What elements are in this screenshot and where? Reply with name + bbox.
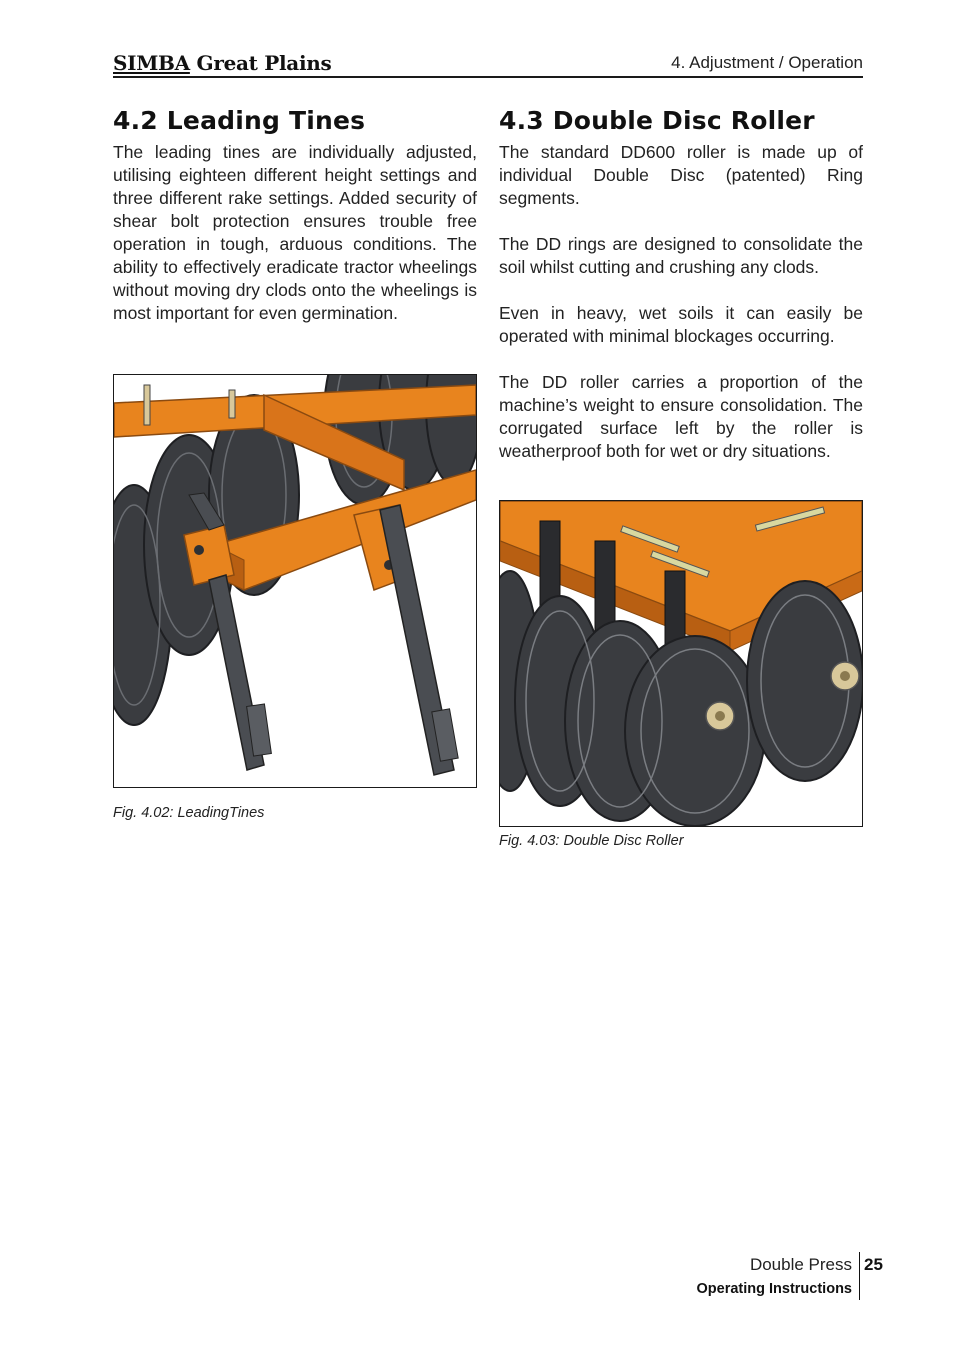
roller-paragraph-3: Even in heavy, wet soils it can easily be operated with minimal blockages occurring. [499, 303, 863, 346]
figure-leading-tines [113, 374, 477, 788]
footer-subtitle: Operating Instructions [696, 1281, 852, 1297]
caption-fig-4-03: Fig. 4.03: Double Disc Roller [499, 833, 684, 849]
page-number: 25 [864, 1255, 883, 1274]
brand-simba: SIMBA [113, 51, 190, 75]
brand-logo [113, 51, 331, 75]
leading-tines-illustration [114, 375, 476, 787]
brand-great-plains: Great Plains [196, 51, 332, 75]
double-disc-roller-illustration [500, 501, 862, 826]
footer-title: Double Press [749, 1255, 852, 1274]
page-header [113, 48, 863, 78]
leading-tines-paragraph: The leading tines are individually adjusted, utilising eighteen different height settings and three different rake settings. Added security of shear bolt protection ensures trouble free operation in tough, arduous conditions. The ability to effectively eradicate tractor wheelings without moving dry clods onto the wheelings is most important for even germination. [113, 142, 477, 323]
footer-divider [859, 1252, 860, 1300]
roller-paragraph-4: The DD roller carries a proportion of the machine’s weight to ensure consolidation. The corrugated surface left by the roller is weatherproof both for wet or dry situations. [499, 372, 863, 461]
heading-leading-tines: 4.2 Leading Tines [113, 106, 366, 135]
roller-paragraph-2: The DD rings are designed to consolidate the soil whilst cutting and crushing any clods. [499, 234, 863, 277]
figure-double-disc-roller [499, 500, 863, 827]
page-footer [560, 1252, 883, 1302]
section-label: 4. Adjustment / Operation [671, 53, 863, 72]
section-double-disc-roller [499, 106, 863, 463]
section-leading-tines [113, 106, 477, 325]
roller-paragraph-1: The standard DD600 roller is made up of individual Double Disc (patented) Ring segments. [499, 142, 863, 208]
caption-fig-4-02: Fig. 4.02: LeadingTines [113, 805, 265, 821]
heading-double-disc-roller: 4.3 Double Disc Roller [499, 106, 815, 135]
